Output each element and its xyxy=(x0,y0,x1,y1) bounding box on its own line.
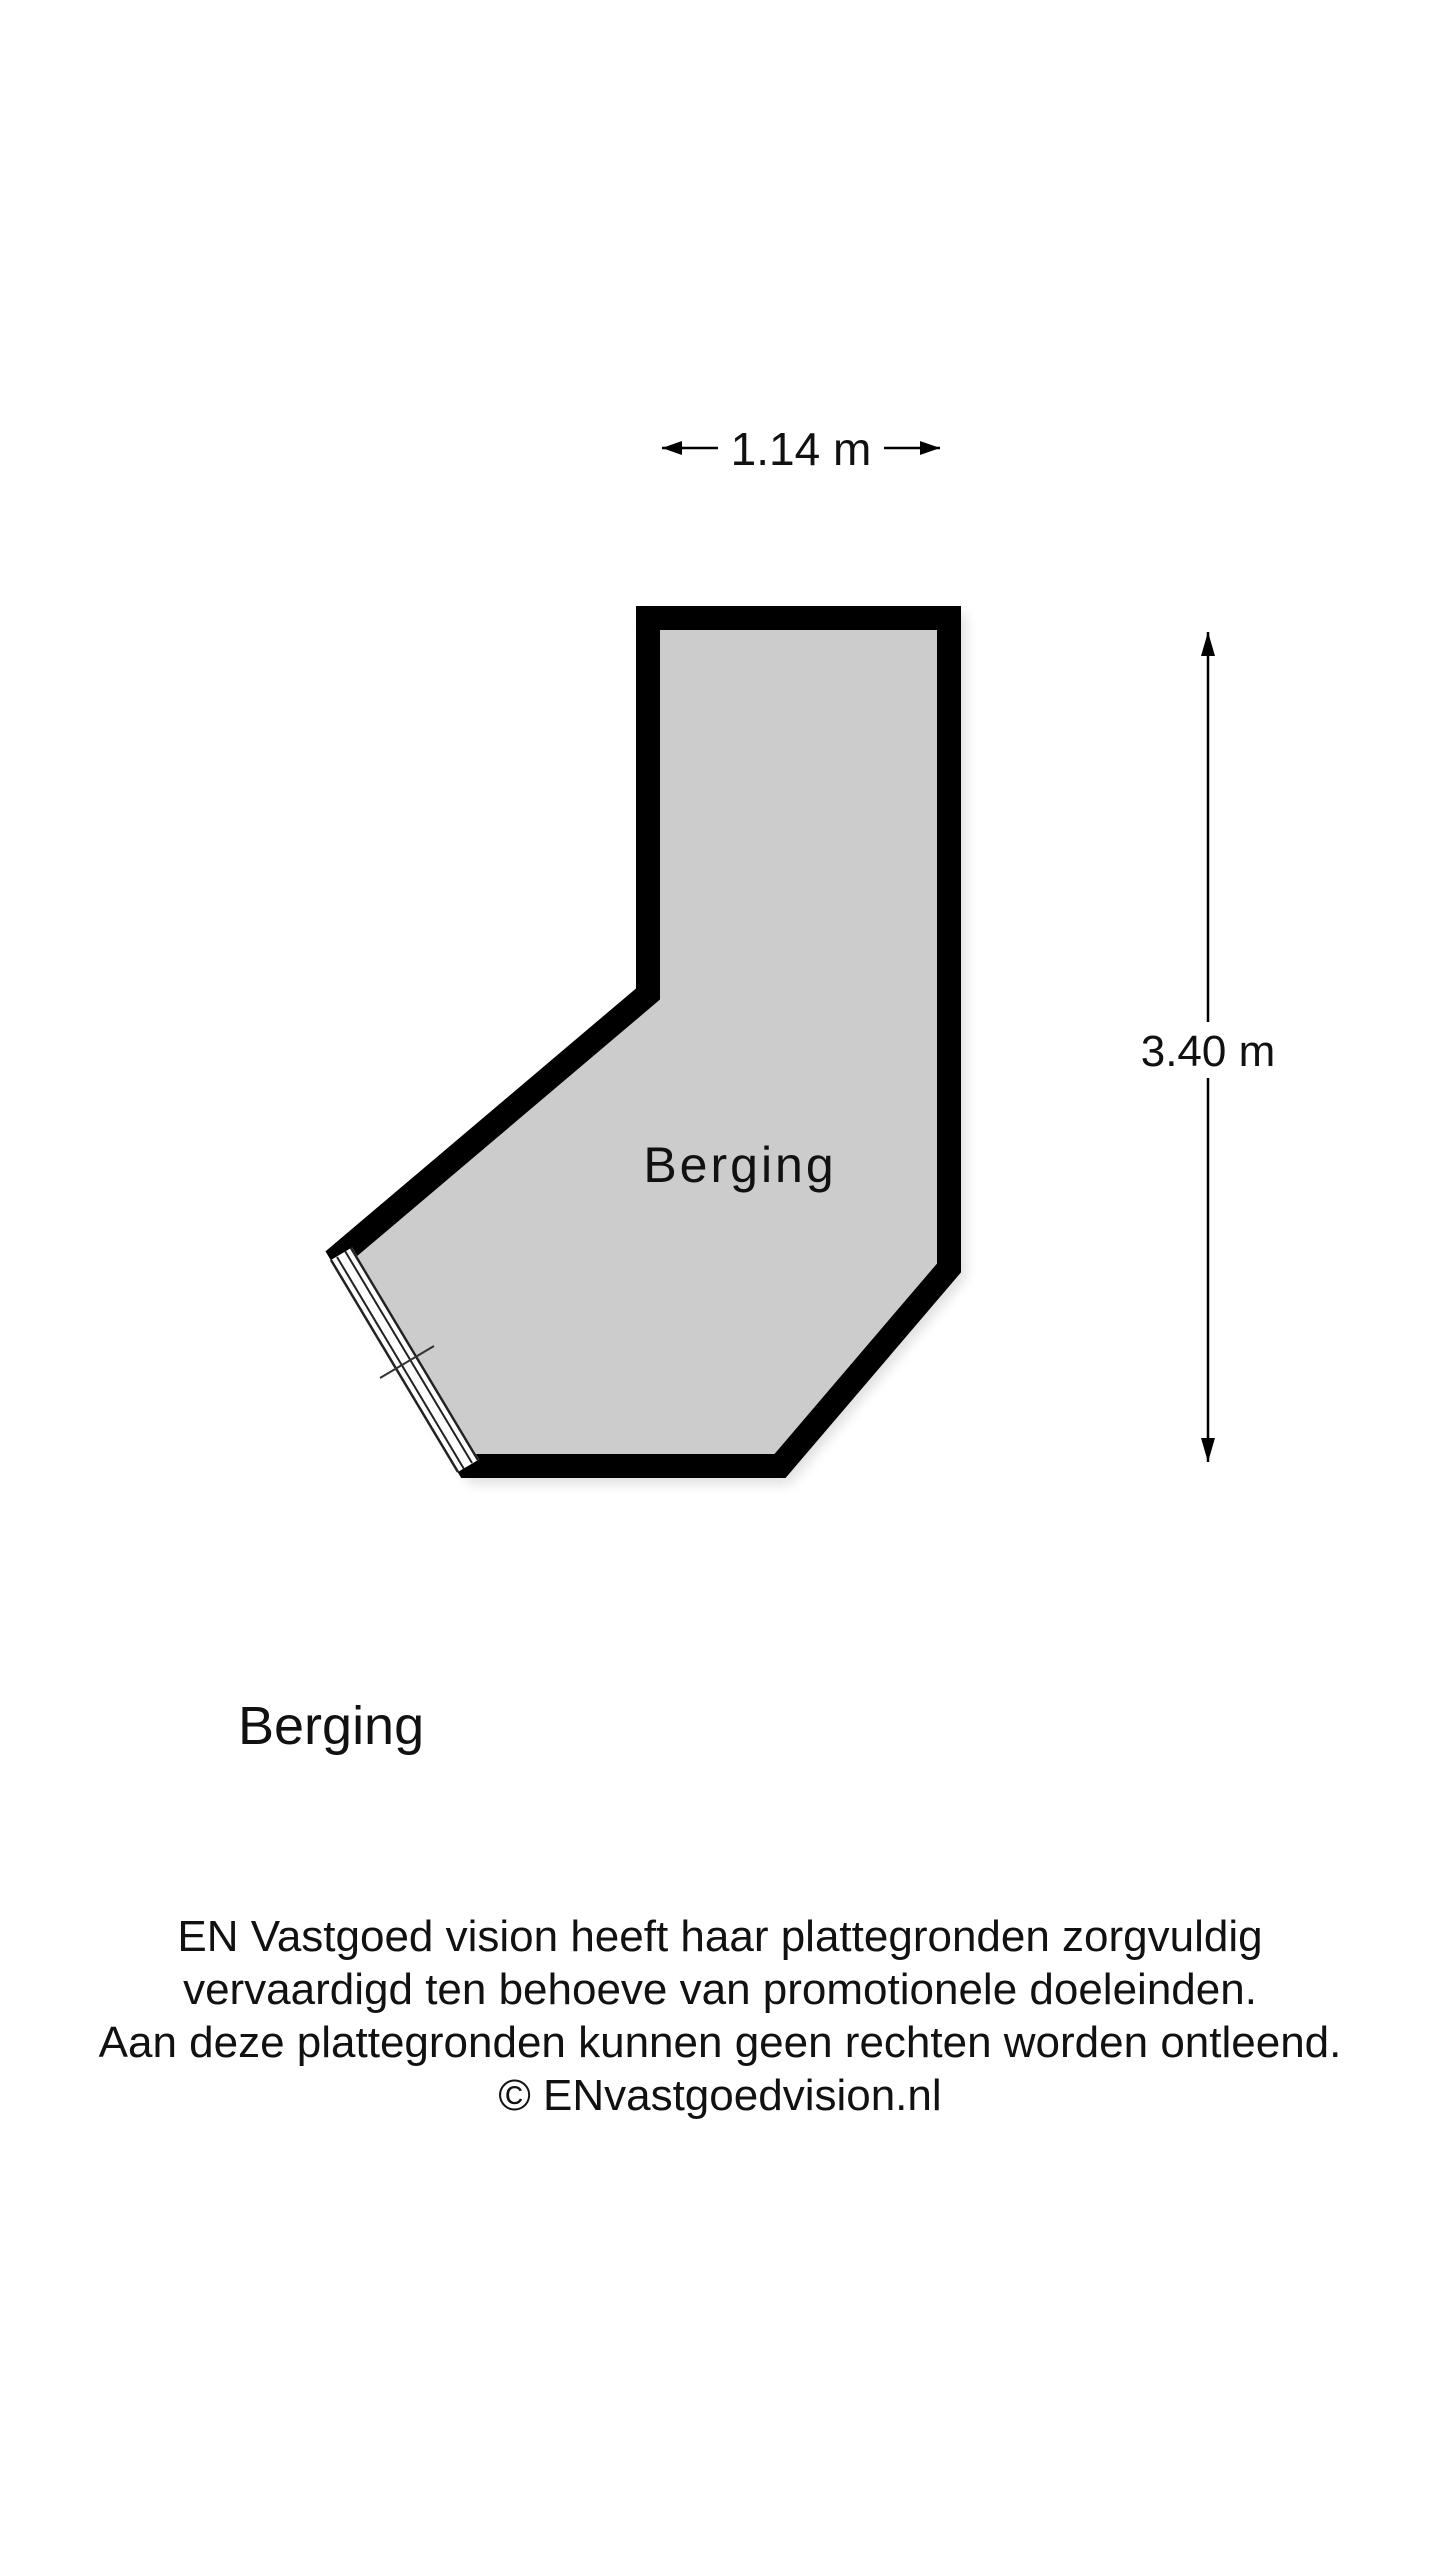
width-dimension-label: 1.14 m xyxy=(730,423,872,475)
width-dimension xyxy=(662,423,940,475)
copyright-line: © ENvastgoedvision.nl xyxy=(498,2071,942,2120)
height-dimension-label: 3.40 m xyxy=(1140,1027,1276,1076)
room-label: Berging xyxy=(643,1137,837,1193)
disclaimer xyxy=(0,1910,1440,2122)
disclaimer-line: Aan deze plattegronden kunnen geen rechten worden ontleend. xyxy=(98,2018,1342,2067)
room-floor-berging xyxy=(341,618,949,1466)
disclaimer-line: vervaardigd ten behoeve van promotionele doeleinden. xyxy=(183,1965,1257,2014)
floor-title: Berging xyxy=(238,1696,425,1756)
disclaimer-line: EN Vastgoed vision heeft haar plattegronden zorgvuldig xyxy=(177,1912,1263,1961)
height-dimension xyxy=(1141,632,1276,1462)
